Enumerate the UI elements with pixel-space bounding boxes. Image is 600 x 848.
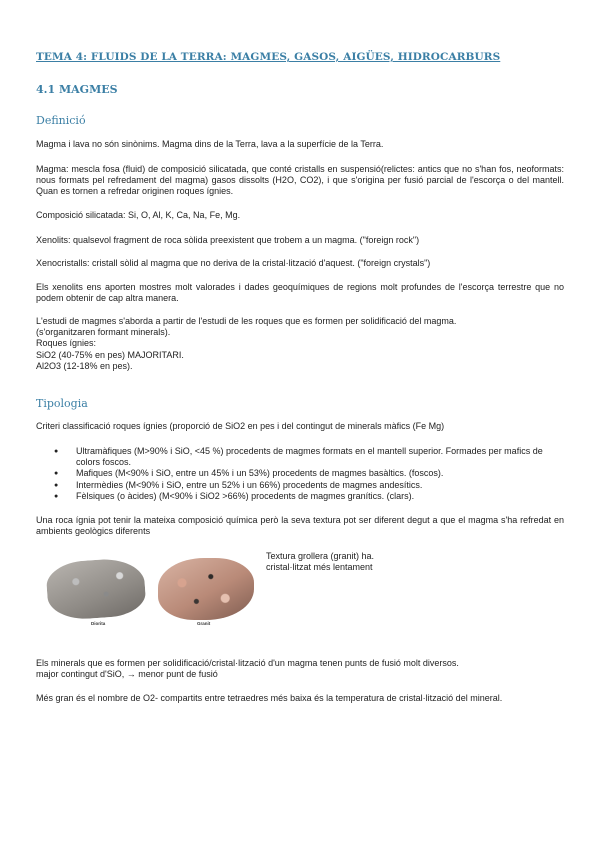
list-item: ● Intermèdies (M<90% i SiO, entre un 52% i un 66%) procedents de magmes andesítics.: [54, 480, 564, 491]
list-item: ● Mafiques (M<90% i SiO, entre un 45% i un 53%) procedents de magmes basàltics. (foscos).: [54, 468, 564, 479]
paragraph-o2: Més gran és el nombre de O2- compartits entre tetraedres més baixa és la temperatura de cristal·lització del mineral.: [36, 693, 503, 703]
text-line: (s'organitzaren formant minerals).: [36, 327, 171, 338]
text-line: Al2O3 (12-18% en pes).: [36, 360, 133, 371]
text-line: cristal·litzat més lentament: [266, 562, 373, 573]
diorite-rock-image: [45, 557, 147, 622]
tipologia-heading: Tipologia: [36, 397, 88, 410]
text-line: L'estudi de magmes s'aborda a partir de l'estudi de les roques que es formen per solidificació del magma.: [36, 316, 457, 326]
section-heading: 4.1 MAGMES: [36, 83, 118, 96]
list-item: ● Fèlsiques (o àcides) (M<90% i SiO2 >66%) procedents de magmes granítics. (clars).: [54, 491, 564, 502]
list-item: ● Ultramàfiques (M>90% i SiO, <45 %) procedents de magmes formats en el mantell superior. Formades per mafics de colors foscos.: [54, 446, 564, 468]
paragraph-textura: Una roca ígnia pot tenir la mateixa composició química però la seva textura pot ser diferent degut a que el magma s'ha refredat en ambients geològics diferents: [36, 515, 564, 537]
paragraph-estudi-magmes: [36, 316, 564, 372]
paragraph-criteri: Criteri classificació roques ígnies (proporció de SiO2 en pes i del contingut de minerals màfics (Fe Mg): [36, 421, 445, 431]
paragraph-magma-lava: Magma i lava no són sinònims. Magma dins de la Terra, lava a la superfície de la Terra.: [36, 139, 384, 149]
textura-note: [266, 551, 466, 573]
paragraph-magma-definition: Magma: mescla fosa (fluid) de composició silicatada, que conté cristalls en suspensió(relictes: antics que no s'han fos, neoformats: nous formats pel refredament del magma) gasos dissolts (H2O, CO2), i que s'origina per fusió parcial de l'escorça o del mantell. Quan es tornen a refredar originen roques ígnies.: [36, 164, 564, 197]
document-title: TEMA 4: FLUIDS DE LA TERRA: MAGMES, GASOS, AIGÜES, HIDROCARBURS: [36, 51, 501, 63]
paragraph-minerals: [36, 658, 564, 680]
text-line: Roques ígnies:: [36, 338, 97, 349]
text-line: major contingut d'SiO, → menor punt de fusió: [36, 669, 218, 680]
paragraph-composicio: Composició silicatada: Si, O, Al, K, Ca, Na, Fe, Mg.: [36, 210, 241, 220]
text-line: Textura grollera (granit) ha.: [266, 551, 375, 561]
granite-caption: Granit: [197, 621, 211, 626]
text-line: SiO2 (40-75% en pes) MAJORITARI.: [36, 349, 184, 360]
paragraph-xenolits: Xenolits: qualsevol fragment de roca sòlida preexistent que trobem a un magma. ("foreign rock"): [36, 235, 420, 245]
diorite-caption: Diorita: [91, 621, 106, 626]
paragraph-xenolits-value: Els xenolits ens aporten mostres molt valorades i dades geoquímiques de regions molt profundes de l'escorça terrestre que no podem obtenir de cap altra manera.: [36, 282, 564, 304]
text-line: Els minerals que es formen per solidificació/cristal·lització d'un magma tenen punts de fusió molt diversos.: [36, 658, 459, 668]
paragraph-xenocristalls: Xenocristalls: cristall sòlid al magma que no deriva de la cristal·lització d'aquest. ("foreign crystals"): [36, 258, 431, 268]
definicio-heading: Definició: [36, 114, 86, 127]
classification-list: [54, 446, 564, 502]
granite-rock-image: [158, 558, 254, 620]
